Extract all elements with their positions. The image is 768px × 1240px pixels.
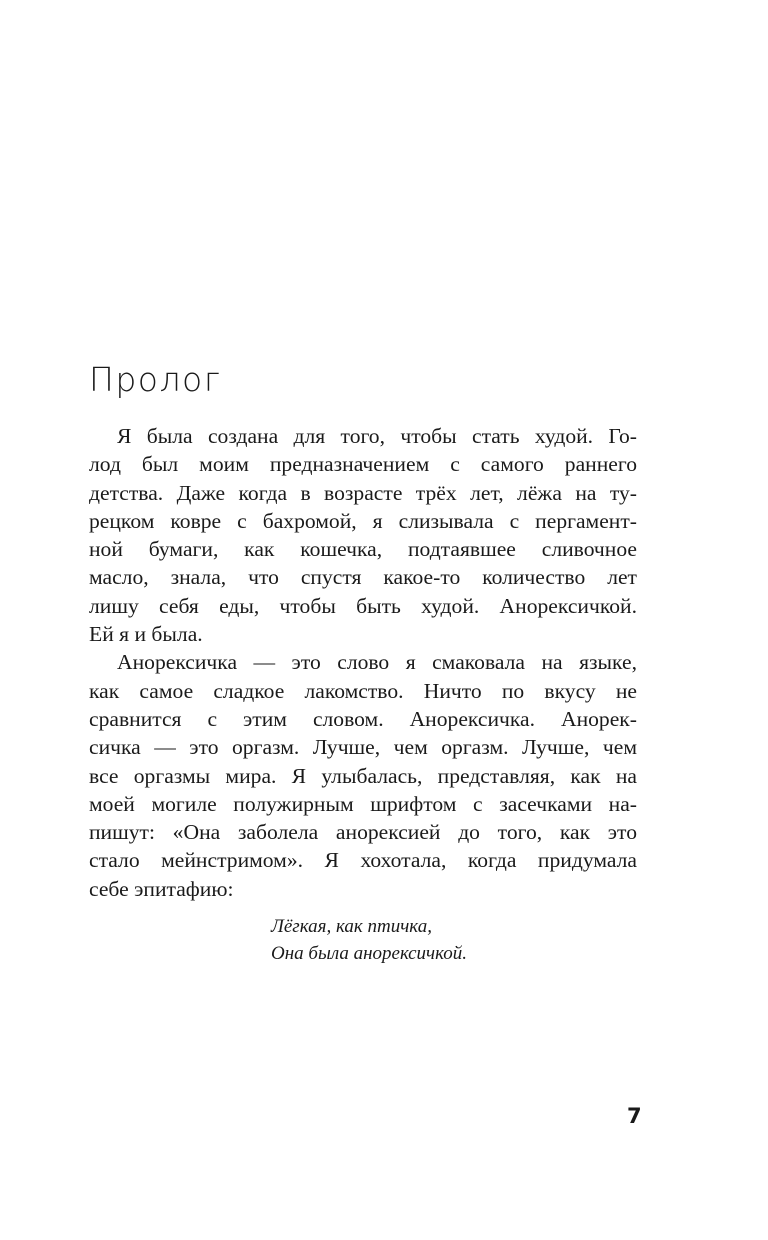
text-line: сравнится с этим словом. Анорексичка. Анорек- xyxy=(89,706,637,731)
verse-line: Лёгкая, как птичка, xyxy=(271,916,432,937)
text-line: лишу себя еды, чтобы быть худой. Анорексичкой. xyxy=(89,593,637,618)
text-line: ной бумаги, как кошечка, подтаявшее сливочное xyxy=(89,537,637,562)
text-line: себе эпитафию: xyxy=(89,876,234,901)
text-line: детства. Даже когда в возрасте трёх лет, лёжа на ту- xyxy=(89,480,637,505)
paragraph-2 xyxy=(89,648,637,903)
text-line: лод был моим предназначением с самого раннего xyxy=(89,452,637,477)
paragraph-1 xyxy=(89,422,637,648)
chapter-title: Пролог xyxy=(89,360,222,399)
text-line: Я была создана для того, чтобы стать худой. Го- xyxy=(117,424,637,448)
verse-line: Она была анорексичкой. xyxy=(271,943,468,964)
text-line: как самое сладкое лакомство. Ничто по вкусу не xyxy=(89,678,637,703)
epitaph-verse xyxy=(271,913,467,967)
text-line: Анорексичка — это слово я смаковала на языке, xyxy=(117,650,637,675)
text-line: моей могиле полужирным шрифтом с засечками на- xyxy=(89,791,637,816)
text-line: все оргазмы мира. Я улыбалась, представляя, как на xyxy=(89,763,637,788)
text-line: пишут: «Она заболела анорексией до того, как это xyxy=(89,820,637,845)
text-line: масло, знала, что спустя какое-то количество лет xyxy=(89,565,637,590)
text-line: рецком ковре с бахромой, я слизывала с пергамент- xyxy=(89,508,637,533)
page-number: 7 xyxy=(627,1104,642,1128)
body-text xyxy=(89,422,637,903)
text-line: стало мейнстримом». Я хохотала, когда придумала xyxy=(89,848,637,873)
text-line: Ей я и была. xyxy=(89,622,203,647)
text-line: сичка — это оргазм. Лучше, чем оргазм. Лучше, чем xyxy=(89,735,637,760)
